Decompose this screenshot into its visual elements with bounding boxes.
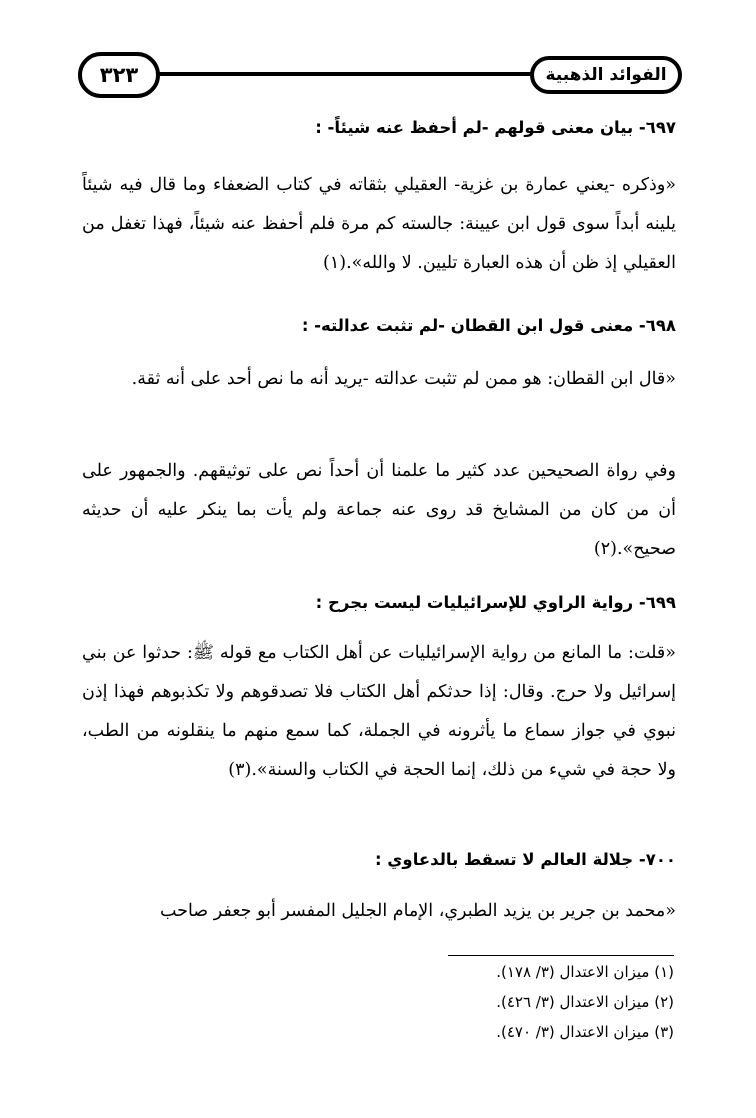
paragraph-698-b: وفي رواة الصحيحين عدد كثير ما علمنا أن أحداً نص على توثيقهم. والجمهور على أن من كان من المشايخ قد روى عنه جماعة ولم يأت بما ينكر عليه أن حديثه صحيح».(٢) xyxy=(82,461,676,559)
footnote-3: (٣) ميزان الاعتدال (٣/ ٤٧٠). xyxy=(496,1023,674,1041)
book-title: الفوائد الذهبية xyxy=(530,56,682,94)
section-heading-700: ٧٠٠- جلالة العالم لا تسقط بالدعاوي : xyxy=(374,850,676,869)
paragraph-697: «وذكره -يعني عمارة بن غزية- العقيلي بثقاته في كتاب الضعفاء وما قال فيه شيئاً يلينه أبداً سوى قول ابن عيينة: جالسته كم مرة فلم أحفظ عنه شيئاً، فهذا تغفل من العقيلي إذ ظن أن هذه العبارة تليين. لا والله».(١) xyxy=(82,175,676,273)
footnote-2: (٢) ميزان الاعتدال (٣/ ٤٢٦). xyxy=(496,993,674,1011)
paragraph-698-a: «قال ابن القطان: هو ممن لم تثبت عدالته -يريد أنه ما نص أحد على أنه ثقة. xyxy=(131,369,676,389)
header-rule xyxy=(156,72,532,76)
footnote-1: (١) ميزان الاعتدال (٣/ ١٧٨). xyxy=(496,963,674,981)
page-number: ٣٢٣ xyxy=(78,52,160,98)
paragraph-699: «قلت: ما المانع من رواية الإسرائيليات عن أهل الكتاب مع قوله ﷺ: حدثوا عن بني إسرائيل ولا حرج. وقال: إذا حدثكم أهل الكتاب فلا تصدقوهم ولا تكذبوهم فهذا إذن نبوي في جواز سماع ما يأثرونه في الجملة، كما سمع منهم ما ينقلونه من الطب، ولا حجة في شيء من ذلك، إنما الحجة في الكتاب والسنة».(٣) xyxy=(82,643,676,780)
footnote-separator xyxy=(448,955,674,956)
section-heading-697: ٦٩٧- بيان معنى قولهم -لم أحفظ عنه شيئاً- : xyxy=(315,118,676,137)
page-header xyxy=(78,50,682,100)
section-heading-698: ٦٩٨- معنى قول ابن القطان -لم تثبت عدالته- : xyxy=(301,316,676,335)
section-heading-699: ٦٩٩- رواية الراوي للإسرائيليات ليست بجرح : xyxy=(315,593,676,612)
paragraph-700: «محمد بن جرير بن يزيد الطبري، الإمام الجليل المفسر أبو جعفر صاحب xyxy=(159,901,676,921)
